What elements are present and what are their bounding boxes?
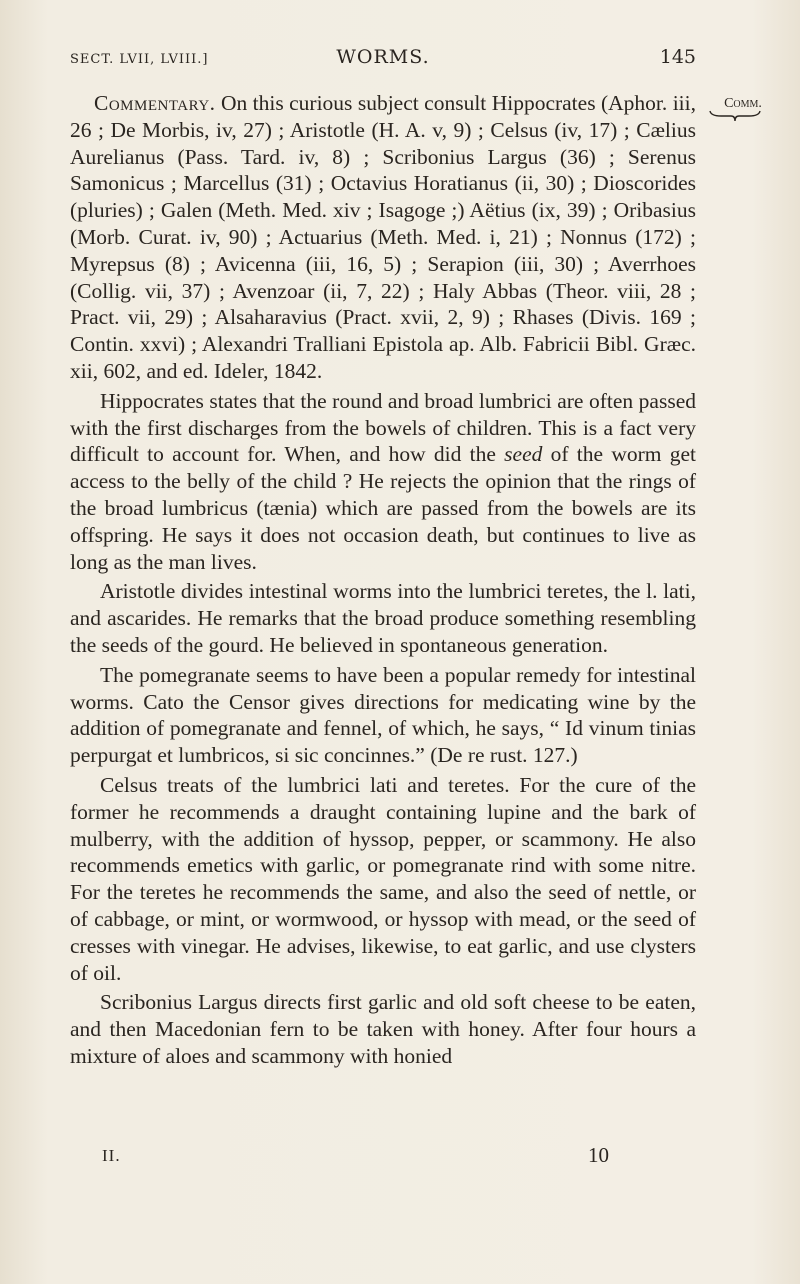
paragraph-text: Hippocrates states that the round and broad lumbrici are often passed with the first discharges from the bowels of children. This is a fact very difficult to account for. When, and how did the: [70, 388, 696, 467]
volume-signature: II.: [102, 1146, 121, 1165]
emphasized-word: seed: [504, 442, 543, 467]
paragraph-celsus: Celsus treats of the lumbrici lati and teretes. For the cure of the former he recommends a draught containing lupine and the bark of mulberry, with the addition of hyssop, pepper, or scammony. He also recommends emetics with garlic, or pomegranate rind with some nitre. For the teretes he recommends the same, and also the seed of nettle, or of cabbage, or mint, or wormwood, or hyssop with mead, or the seed of cresses with vinegar. He advises, likewise, to eat garlic, and use clysters of oil.: [70, 772, 696, 985]
paragraph-pomegranate: The pomegranate seems to have been a popular remedy for intestinal worms. Cato the Censor gives directions for medicating wine by the addition of pomegranate and fennel, of which, he says, “ Id vinum tinias perpurgat et lumbricos, si sic concinnes.” (De re rust. 127.): [70, 662, 696, 768]
paragraph-aristotle: Aristotle divides intestinal worms into the lumbrici teretes, the l. lati, and ascarides. He remarks that the broad produce something resembling the seeds of the gourd. He believed in spontaneous generation.: [70, 579, 696, 657]
paragraph-text: of the worm get access to the belly of the child ? He rejects the opinion that the rings of the broad lumbricus (tænia) which are passed from the bowels are its offspring. He says it does not occasion death, but continues to live as long as the man lives.: [70, 442, 696, 574]
commentary-text: On this curious subject consult Hippocrates (Aphor. iii, 26 ; De Morbis, iv, 27) ; Aristotle (H. A. v, 9) ; Celsus (iv, 17) ; Cælius Aurelianus (Pass. Tard. iv, 8) ; Scribonius Largus (36) ; Serenus Samonicus ; Marcellus (31) ; Octavius Horatianus (ii, 30) ; Dioscorides (pluries) ; Galen (Meth. Med. xiv ; Isagoge ;) Aëtius (ix, 39) ; Oribasius (Morb. Curat. iv, 90) ; Actuarius (Meth. Med. i, 21) ; Nonnus (172) ; Myrepsus (8) ; Avicenna (iii, 16, 5) ; Serapion (iii, 30) ; Averrhoes (Collig. vii, 37) ; Avenzoar (ii, 7, 22) ; Haly Abbas (Theor. viii, 28 ; Pract. vii, 29) ; Alsaharavius (Pract. xvii, 2, 9) ; Rhases (Divis. 169 ; Contin. xxvi) ; Alexandri Tralliani Epistola ap. Alb. Fabricii Bibl. Græc. xii, 602, and ed. Ideler, 1842.: [70, 91, 696, 383]
commentary-lead: Commentary.: [94, 91, 216, 115]
paragraph-commentary: [70, 90, 696, 385]
page-footer: [70, 1143, 696, 1176]
sheet-number: 10: [588, 1143, 609, 1167]
brace-mark-icon: [709, 110, 761, 122]
running-header: [70, 44, 696, 76]
margin-note-label: Comm.: [724, 96, 762, 111]
paragraph-hippocrates: [70, 388, 696, 576]
page-number: 145: [659, 46, 696, 68]
margin-note: [703, 96, 783, 122]
paragraph-scribonius: Scribonius Largus directs first garlic and old soft cheese to be eaten, and then Macedonian fern to be taken with honey. After four hours a mixture of aloes and scammony with honied: [70, 990, 696, 1068]
main-text: [70, 90, 696, 1073]
running-title: WORMS.: [336, 46, 430, 68]
section-reference: SECT. LVII, LVIII.]: [70, 52, 209, 67]
